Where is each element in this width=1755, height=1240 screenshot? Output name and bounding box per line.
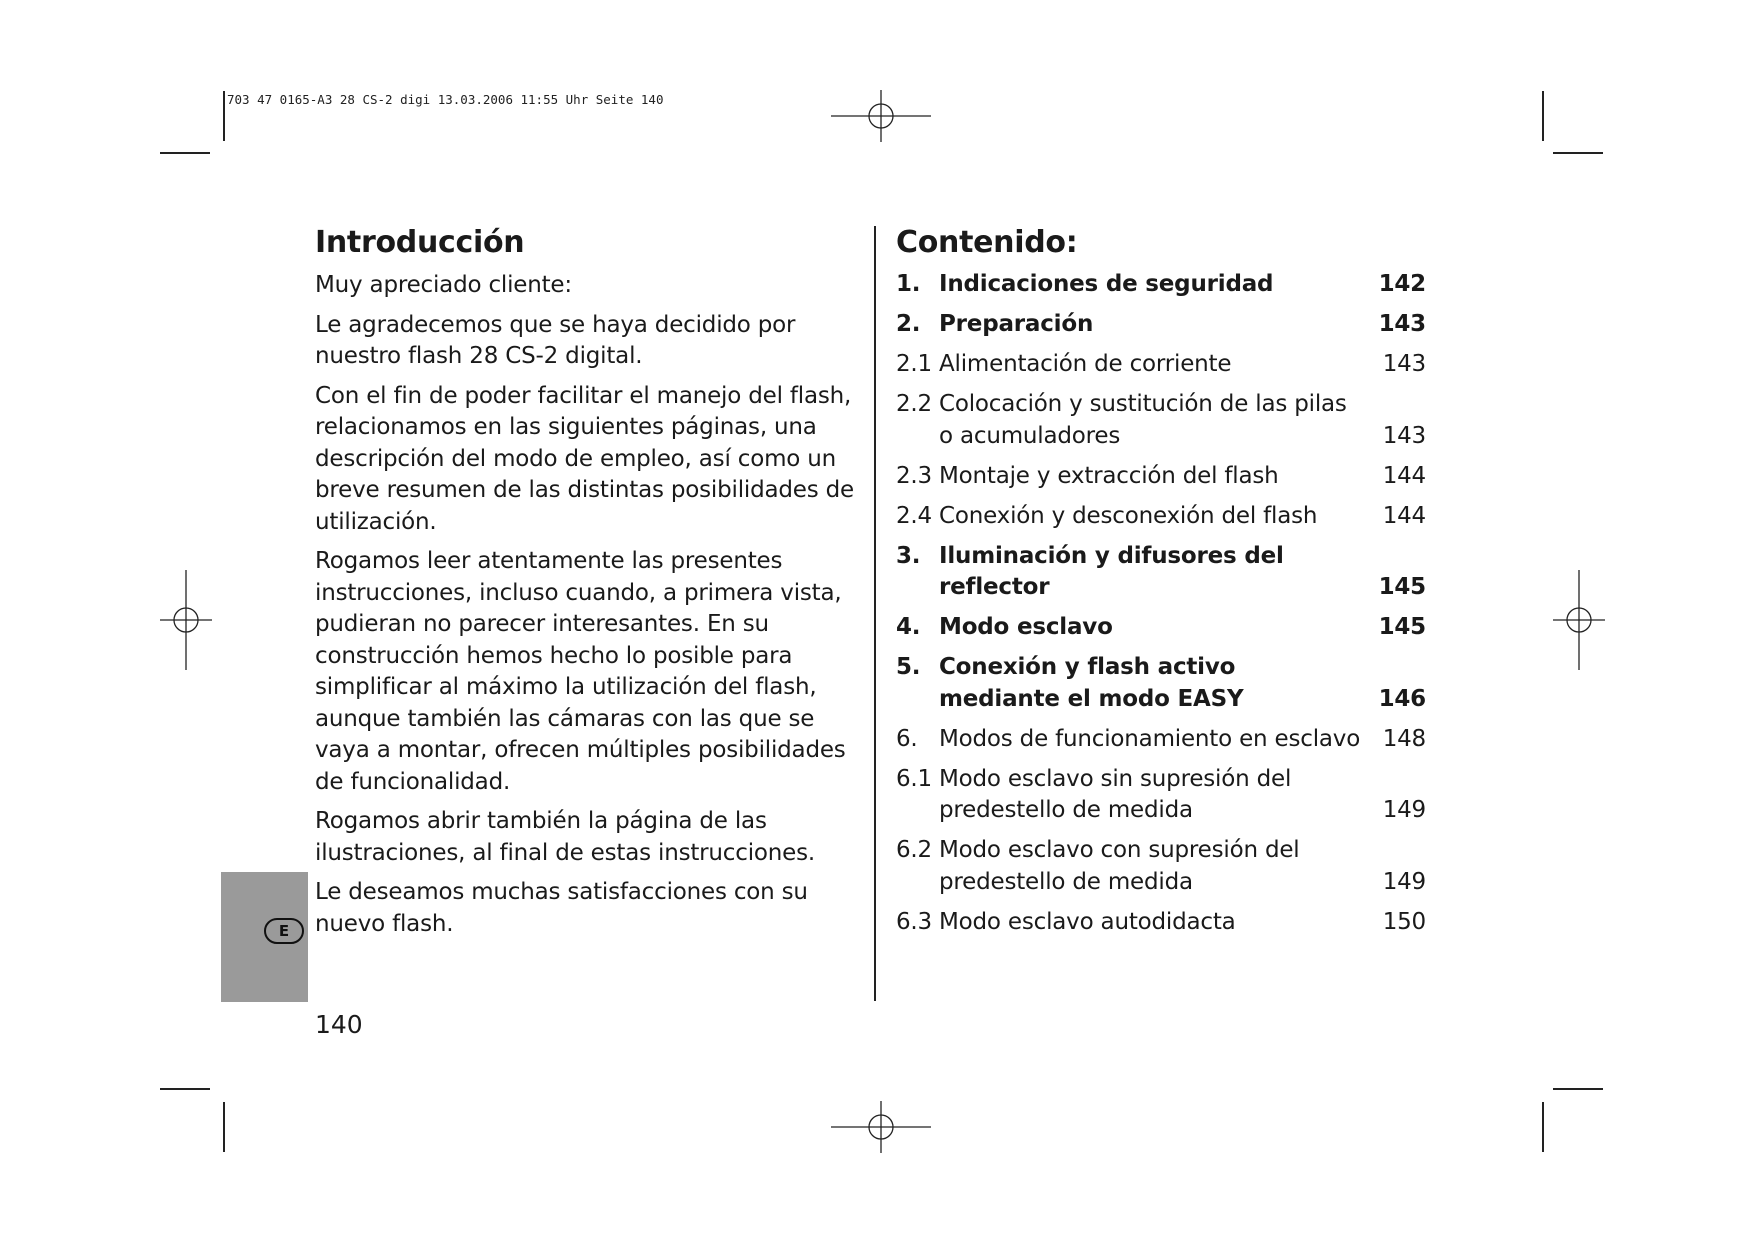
toc-entry (896, 652, 1431, 715)
toc-entry-title: Modo esclavo sin supresión del predestello de medida (939, 765, 1292, 823)
toc-entry-number: 2.2 (896, 391, 932, 417)
toc-entry-number: 5. (896, 654, 921, 680)
toc-entry-page: 148 (1382, 725, 1426, 752)
toc-entry-page: 145 (1378, 574, 1426, 600)
page-number: 140 (315, 1010, 363, 1039)
toc-entry-number: 4. (896, 614, 921, 640)
introduction-section (315, 222, 855, 948)
toc-entry (896, 389, 1431, 452)
registration-mark-top (831, 90, 931, 142)
toc-entry (896, 541, 1431, 604)
toc-entry (896, 309, 1431, 341)
toc-entry-number: 6.1 (896, 765, 932, 792)
toc-entry-number: 1. (896, 271, 921, 297)
toc-entry (896, 764, 1431, 827)
intro-paragraph: Le deseamos muchas satisfacciones con su nuevo flash. (315, 879, 808, 937)
toc-entry (896, 349, 1431, 381)
toc-entry-page: 145 (1378, 614, 1426, 640)
toc-entry-title: Conexión y flash activo mediante el modo EASY (939, 654, 1244, 712)
intro-paragraph: Le agradecemos que se haya decidido por nuestro flash 28 CS-2 digital. (315, 311, 796, 369)
toc-entry-page: 150 (1382, 908, 1426, 935)
toc-entry (896, 835, 1431, 898)
toc-entry-number: 2. (896, 311, 921, 337)
toc-entry-page: 143 (1382, 351, 1426, 377)
toc-entry-number: 6.3 (896, 908, 932, 935)
intro-paragraph: Rogamos abrir también la página de las ilustraciones, al final de estas instrucciones. (315, 808, 815, 866)
toc-entry-title: Alimentación de corriente (939, 351, 1232, 377)
toc-entry-title: Preparación (939, 311, 1094, 337)
toc-entry-page: 143 (1378, 311, 1426, 337)
toc-entry (896, 724, 1431, 756)
registration-mark-left (160, 570, 212, 670)
toc-entry (896, 269, 1431, 301)
language-badge: E (264, 918, 304, 944)
toc-entry-number: 2.1 (896, 351, 932, 377)
crop-mark-top-right-vertical (1542, 91, 1544, 141)
registration-mark-right (1553, 570, 1605, 670)
intro-paragraph: Con el fin de poder facilitar el manejo del flash, relacionamos en las siguientes páginas, una descripción del modo de empleo, así como un breve resumen de las distintas posibilidades de utilización. (315, 382, 854, 535)
toc-entry-number: 2.4 (896, 502, 932, 529)
crop-mark-top-left-vertical (223, 91, 225, 141)
toc-entry-title: Modo esclavo con supresión del predestello de medida (939, 837, 1300, 895)
toc-entry-page: 143 (1382, 422, 1426, 449)
toc-entry (896, 461, 1431, 493)
toc-entry-page: 144 (1382, 502, 1426, 529)
toc-entry (896, 501, 1431, 533)
crop-mark-bottom-left-horizontal (160, 1088, 210, 1090)
crop-mark-bottom-left-vertical (223, 1102, 225, 1152)
toc-entry-title: Modo esclavo autodidacta (939, 908, 1236, 935)
toc-entry-number: 6. (896, 725, 918, 752)
toc-entry-title: Iluminación y difusores del reflector (939, 542, 1284, 600)
toc-entry-number: 6.2 (896, 837, 932, 863)
toc-entry-title: Conexión y desconexión del flash (939, 502, 1318, 529)
toc-entry-title: Montaje y extracción del flash (939, 462, 1279, 489)
toc-entry-page: 142 (1378, 271, 1426, 297)
toc-entry-title: Indicaciones de seguridad (939, 271, 1274, 297)
toc-entry-title: Modos de funcionamiento en esclavo (939, 725, 1361, 752)
toc-entry-title: Colocación y sustitución de las pilas o acumuladores (939, 391, 1347, 449)
print-slug: 703 47 0165-A3 28 CS-2 digi 13.03.2006 11:55 Uhr Seite 140 (227, 92, 664, 107)
toc-entry-page: 144 (1382, 462, 1426, 489)
crop-mark-bottom-right-vertical (1542, 1102, 1544, 1152)
intro-paragraph: Muy apreciado cliente: (315, 272, 572, 298)
toc-entry-page: 149 (1382, 797, 1426, 823)
introduction-heading: Introducción (315, 225, 525, 260)
toc-entry (896, 612, 1431, 644)
language-tab (221, 872, 308, 1002)
toc-entry-number: 3. (896, 542, 921, 569)
column-divider (874, 226, 876, 1001)
toc-entry-title: Modo esclavo (939, 614, 1113, 640)
crop-mark-top-right-horizontal (1553, 152, 1603, 154)
toc-entry-page: 146 (1378, 685, 1426, 712)
toc-entry-page: 149 (1382, 868, 1426, 895)
crop-mark-top-left-horizontal (160, 152, 210, 154)
table-of-contents (896, 269, 1431, 938)
contents-section (896, 222, 1431, 947)
intro-paragraph: Rogamos leer atentamente las presentes instrucciones, incluso cuando, a primera vista, pudieran no parecer interesantes. En su construcción hemos hecho lo posible para simplificar al máximo la utilización del flash, aunque también las cámaras con las que se vaya a montar, ofrecen múltiples posibilidades de funcionalidad. (315, 548, 846, 795)
crop-mark-bottom-right-horizontal (1553, 1088, 1603, 1090)
toc-entry (896, 907, 1431, 939)
contents-heading: Contenido: (896, 225, 1078, 260)
toc-entry-number: 2.3 (896, 462, 932, 489)
registration-mark-bottom (831, 1101, 931, 1153)
